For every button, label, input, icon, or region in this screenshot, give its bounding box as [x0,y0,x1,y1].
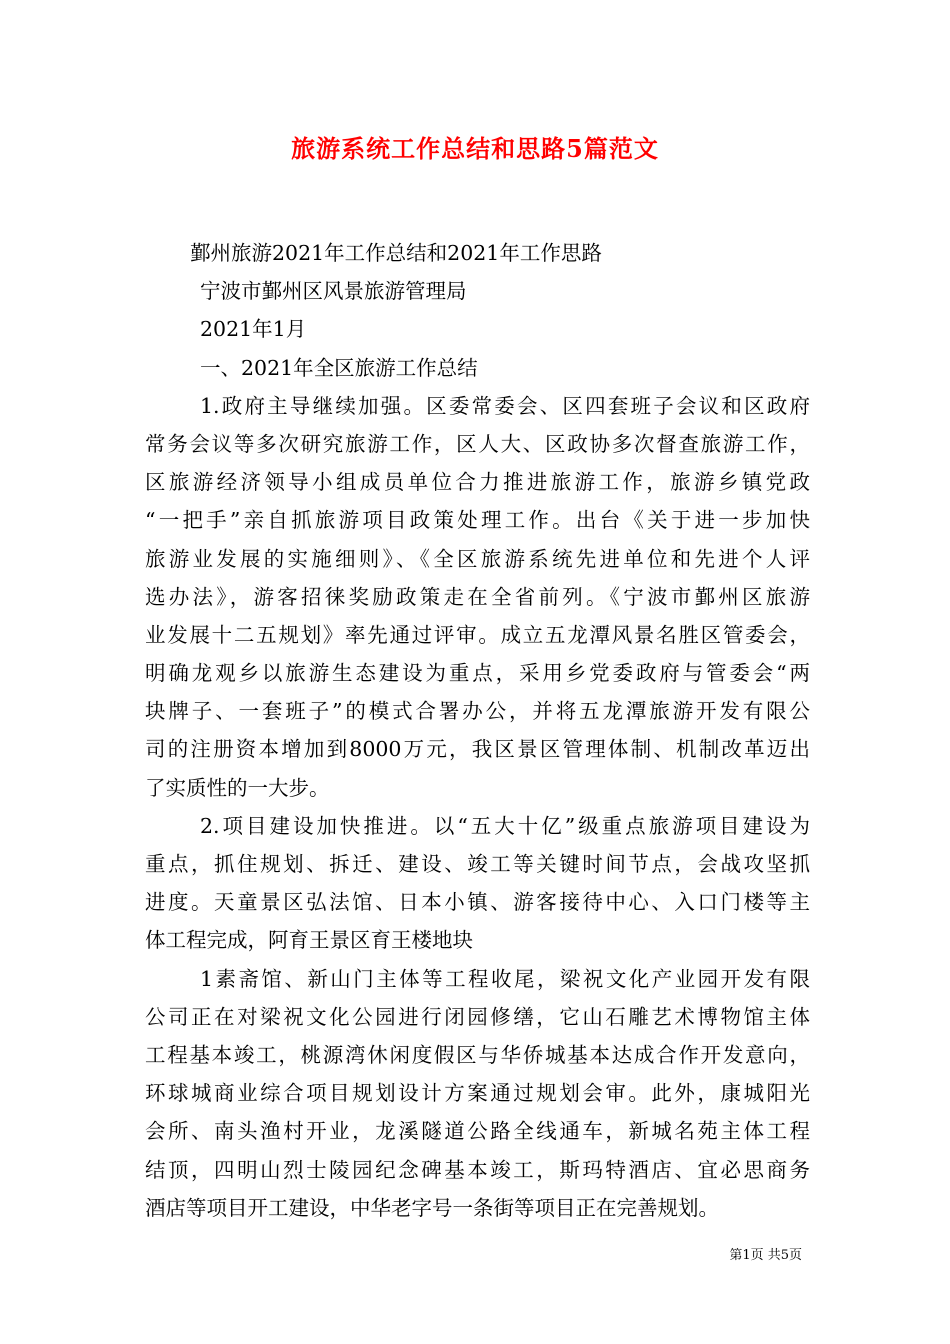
paragraph-line: 1素斋馆、新山门主体等工程收尾，梁祝文化产业园开发有限 [200,966,810,991]
paragraph-line: 体工程完成，阿育王景区育王楼地块 [145,928,473,953]
document-body [145,234,810,1227]
paragraph-line: 2.项目建设加快推进。以“五大十亿”级重点旅游项目建设为 [200,813,810,838]
paragraph-line: 工程基本竣工，桃源湾休闲度假区与华侨城基本达成合作开发意向， [145,1042,810,1067]
paragraph-line: 重点，抓住规划、拆迁、建设、竣工等关键时间节点，会战攻坚抓 [145,852,810,876]
issuer-line: 宁波市鄞州区风景旅游管理局 [200,279,467,304]
paragraph-line: 明确龙观乡以旅游生态建设为重点，采用乡党委政府与管委会“两 [145,661,810,686]
paragraph-line: 块牌子、一套班子”的模式合署办公，并将五龙潭旅游开发有限公 [145,699,810,724]
paragraph-line: “一把手”亲自抓旅游项目政策处理工作。出台《关于进一步加快 [145,508,810,533]
paragraph-line: 会所、南头渔村开业，龙溪隧道公路全线通车，新城名苑主体工程 [145,1119,810,1144]
paragraph-line: 常务会议等多次研究旅游工作，区人大、区政协多次督查旅游工作， [145,431,810,456]
page-number: 第1页 共5页 [729,1248,802,1263]
date-line: 2021年1月 [200,317,307,342]
document-title: 旅游系统工作总结和思路5篇范文 [291,134,659,163]
paragraph-line: 选办法》，游客招徕奖励政策走在全省前列。《宁波市鄞州区旅游 [145,584,810,609]
section-heading: 一、2021年全区旅游工作总结 [200,355,478,380]
paragraph-line: 业发展十二五规划》率先通过评审。成立五龙潭风景名胜区管委会， [145,622,810,647]
paragraph-line: 了实质性的一大步。 [145,775,330,800]
paragraph-line: 公司正在对梁祝文化公园进行闭园修缮，它山石雕艺术博物馆主体 [145,1004,810,1029]
paragraph-line: 旅游业发展的实施细则》、《全区旅游系统先进单位和先进个人评 [145,546,810,571]
paragraph-line: 环球城商业综合项目规划设计方案通过规划会审。此外，康城阳光 [145,1081,810,1106]
paragraph-line: 进度。天童景区弘法馆、日本小镇、游客接待中心、入口门楼等主 [145,890,810,915]
paragraph-line: 1.政府主导继续加强。区委常委会、区四套班子会议和区政府 [200,393,810,418]
paragraph-line: 司的注册资本增加到8000万元，我区景区管理体制、机制改革迈出 [145,737,810,762]
paragraph-line: 区旅游经济领导小组成员单位合力推进旅游工作，旅游乡镇党政 [145,470,810,495]
paragraph-line: 结顶，四明山烈士陵园纪念碑基本竣工，斯玛特酒店、宜必思商务 [145,1157,810,1182]
paragraph-line: 酒店等项目开工建设，中华老字号一条街等项目正在完善规划。 [145,1195,719,1220]
subtitle-line: 鄞州旅游2021年工作总结和2021年工作思路 [190,241,602,265]
